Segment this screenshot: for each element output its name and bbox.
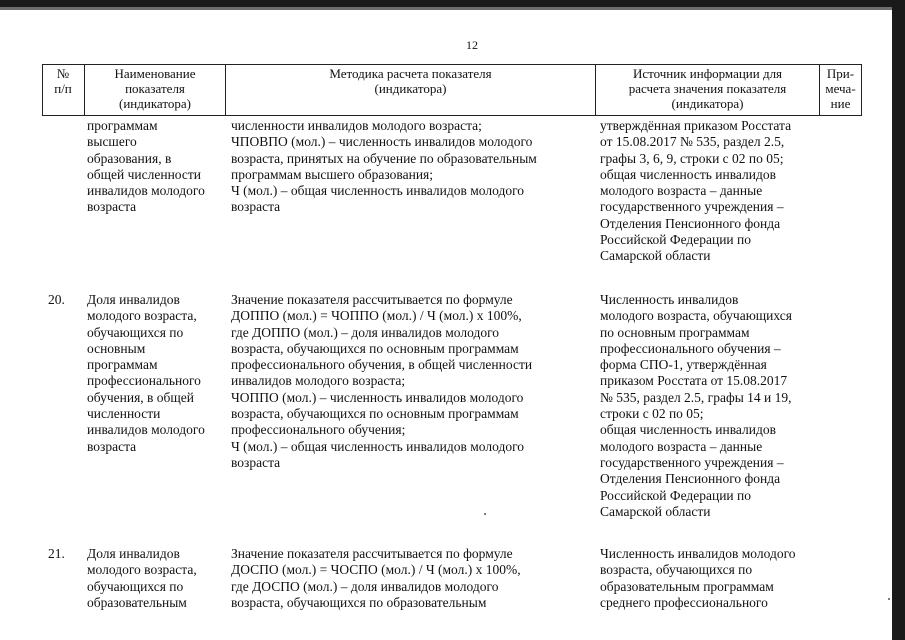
text-line: где ДОСПО (мол.) – доля инвалидов молодого (231, 578, 499, 594)
text-line: государственного учреждения – (600, 454, 784, 470)
header-name (85, 66, 225, 111)
header-line: расчета значения показателя (628, 81, 787, 96)
scan-speck (484, 513, 486, 515)
text-line: по основным программам (600, 324, 750, 340)
text-line: Значение показателя рассчитывается по формуле (231, 292, 513, 307)
header-line: Источник информации для (632, 66, 783, 81)
header-line: № (56, 66, 70, 81)
text-line: молодого возраста, (87, 308, 197, 324)
text-line: общая численность инвалидов (600, 166, 776, 182)
row-number: 20. (48, 292, 65, 307)
text-line: Российской Федерации по (600, 232, 752, 248)
text-line: профессионального обучения, в общей численности (231, 357, 533, 373)
text-line: ДОСПО (мол.) = ЧОСПО (мол.) / Ч (мол.) x 100%, (231, 562, 521, 578)
row-continued-method (231, 118, 571, 216)
header-line: п/п (54, 81, 72, 96)
text-line: образования, в (87, 150, 172, 166)
text-line: возраста (87, 438, 137, 454)
row-continued-name (87, 118, 227, 216)
text-line: Российской Федерации по (600, 487, 752, 503)
text-line: возраста, принятых на обучение по образовательным (231, 150, 537, 166)
text-line: инвалидов молодого (87, 422, 205, 438)
header-line: Методика расчета показателя (329, 66, 492, 81)
text-line: Отделения Пенсионного фонда (600, 215, 781, 231)
text-line: возраста (231, 454, 281, 470)
text-line: обучающихся по (87, 324, 184, 340)
row-20-source (600, 292, 840, 520)
text-line: возраста, обучающихся по основным программам (231, 406, 519, 422)
text-line: возраста, обучающихся по основным программам (231, 340, 519, 356)
text-line: возраста, обучающихся по (600, 562, 753, 578)
scan-border-right (892, 0, 905, 640)
text-line: возраста (87, 199, 137, 215)
text-line: численности инвалидов молодого возраста; (231, 118, 482, 133)
row-number: 21. (48, 546, 65, 561)
header-source (596, 66, 819, 111)
header-line: (индикатора) (374, 81, 447, 96)
text-line: приказом Росстата от 15.08.2017 (600, 373, 788, 389)
text-line: программам высшего образования; (231, 166, 434, 182)
text-line: программам (87, 357, 158, 373)
header-line: Наименование (114, 66, 196, 81)
text-line: образовательным (87, 594, 187, 610)
text-line: возраста, обучающихся по образовательным (231, 594, 487, 610)
header-line: ние (830, 96, 851, 111)
text-line: среднего профессионального (600, 594, 768, 610)
text-line: где ДОППО (мол.) – доля инвалидов молодого (231, 324, 500, 340)
text-line: инвалидов молодого (87, 183, 205, 199)
text-line: молодого возраста, (87, 562, 197, 578)
text-line: Доля инвалидов (87, 546, 180, 561)
row-20-method (231, 292, 571, 471)
header-line: показателя (125, 81, 185, 96)
header-line: (индикатора) (671, 96, 744, 111)
text-line: № 535, раздел 2.5, графы 14 и 19, (600, 389, 792, 405)
header-note (820, 66, 861, 111)
text-line: программам (87, 118, 158, 133)
row-21-method (231, 546, 571, 611)
scan-border-top-shadow (0, 7, 905, 10)
text-line: ЧПОВПО (мол.) – численность инвалидов молодого (231, 134, 533, 150)
text-line: молодого возраста – данные (600, 183, 763, 199)
row-21-name (87, 546, 227, 611)
text-line: профессионального обучения – (600, 340, 781, 356)
text-line: Самарской области (600, 503, 711, 519)
header-line: (индикатора) (119, 96, 191, 111)
text-line: утверждённая приказом Росстата (600, 118, 792, 133)
text-line: государственного учреждения – (600, 199, 784, 215)
text-line: Ч (мол.) – общая численность инвалидов молодого (231, 183, 525, 199)
text-line: молодого возраста – данные (600, 438, 763, 454)
table-header (42, 64, 862, 116)
text-line: ДОППО (мол.) = ЧОППО (мол.) / Ч (мол.) x 100%, (231, 308, 522, 324)
header-num (42, 66, 84, 96)
header-line: При- (826, 66, 855, 81)
text-line: Значение показателя рассчитывается по формуле (231, 546, 513, 561)
text-line: Численность инвалидов молодого (600, 546, 796, 561)
text-line: обучающихся по (87, 578, 184, 594)
header-top-border (42, 64, 862, 65)
text-line: основным (87, 340, 146, 356)
header-method (226, 66, 595, 96)
row-continued-source (600, 118, 840, 265)
text-line: профессионального (87, 373, 201, 389)
text-line: обучения, в общей (87, 389, 195, 405)
header-divider (861, 64, 862, 116)
text-line: графы 3, 6, 9, строки с 02 по 05; (600, 150, 784, 166)
text-line: высшего (87, 134, 137, 150)
text-line: профессионального обучения; (231, 422, 406, 438)
text-line: численности (87, 406, 161, 422)
text-line: Самарской области (600, 248, 711, 264)
text-line: ЧОППО (мол.) – численность инвалидов молодого (231, 389, 524, 405)
text-line: от 15.08.2017 № 535, раздел 2.5, (600, 134, 785, 150)
text-line: инвалидов молодого возраста; (231, 373, 406, 389)
row-20-name (87, 292, 227, 455)
text-line: Ч (мол.) – общая численность инвалидов молодого (231, 438, 525, 454)
text-line: общей численности (87, 166, 201, 182)
text-line: Доля инвалидов (87, 292, 180, 307)
text-line: строки с 02 по 05; (600, 406, 704, 422)
header-line: мечa- (825, 81, 856, 96)
scan-speck (888, 598, 890, 600)
scan-border-top (0, 0, 905, 7)
page-number: 12 (466, 38, 478, 52)
text-line: молодого возраста, обучающихся (600, 308, 792, 324)
row-21-source (600, 546, 840, 611)
text-line: Отделения Пенсионного фонда (600, 471, 781, 487)
text-line: форма СПО-1, утверждённая (600, 357, 767, 373)
text-line: возраста (231, 199, 281, 215)
text-line: Численность инвалидов (600, 292, 739, 307)
text-line: общая численность инвалидов (600, 422, 776, 438)
text-line: образовательным программам (600, 578, 774, 594)
header-bottom-border (42, 115, 862, 116)
